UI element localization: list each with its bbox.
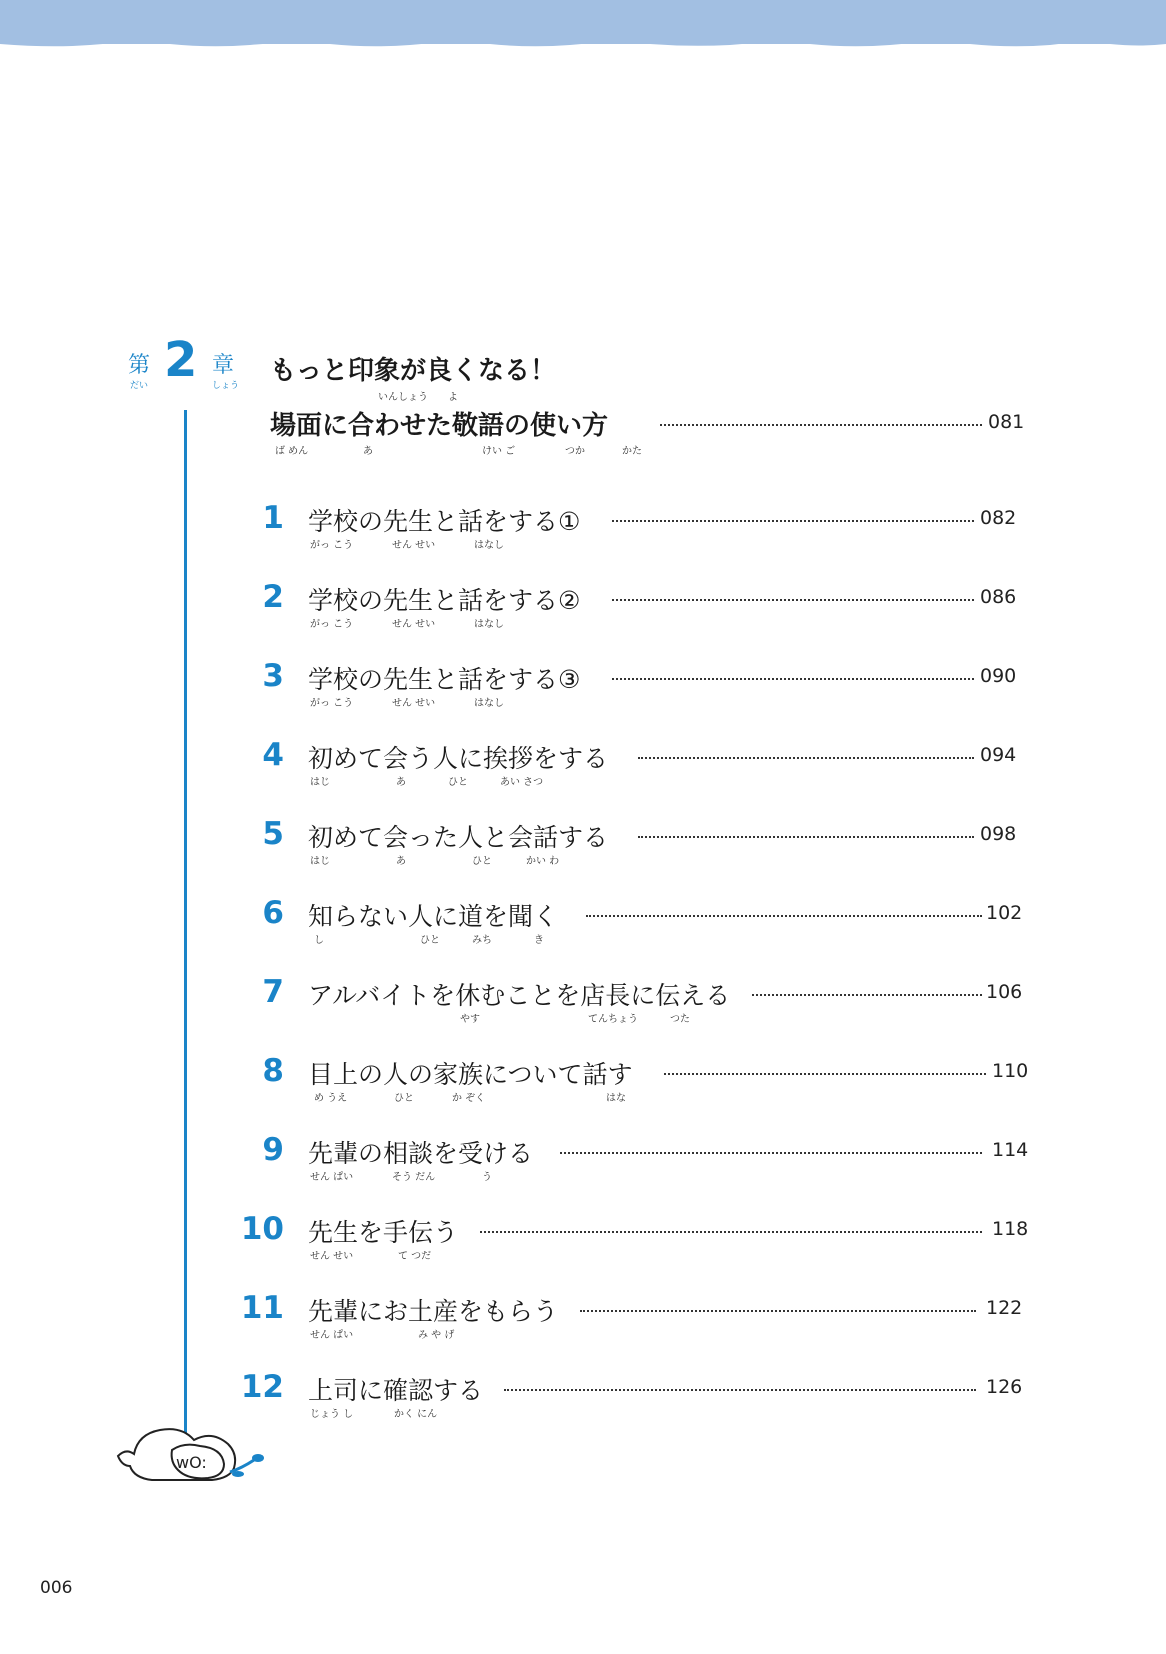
leader-dots xyxy=(664,1073,986,1075)
footer-page-number: 006 xyxy=(40,1578,73,1598)
leader-dots xyxy=(612,678,974,680)
leader-dots xyxy=(660,424,982,426)
entry-title: 初めて会う人に挨拶をする xyxy=(308,744,609,773)
entry-page: 122 xyxy=(986,1297,1023,1319)
leader-dots xyxy=(638,757,974,759)
ruby: はな xyxy=(606,1093,626,1104)
entry-number: 1 xyxy=(262,500,284,536)
ruby: みち xyxy=(472,935,492,946)
entry-title: 知らない人に道を聞く xyxy=(308,902,559,931)
entry-title: 学校の先生と話をする② xyxy=(308,586,581,615)
ruby: はじ xyxy=(310,856,330,867)
chapter-prefix-ruby: だい xyxy=(130,381,149,391)
ruby: はなし xyxy=(474,698,504,709)
entry-title: 上司に確認する xyxy=(308,1376,484,1405)
ruby: し xyxy=(314,935,324,946)
entry-title: 学校の先生と話をする① xyxy=(308,507,581,536)
ruby: き xyxy=(534,935,544,946)
ruby: そう だん xyxy=(392,1172,436,1183)
leader-dots xyxy=(504,1389,976,1391)
entry-title: 先輩の相談を受ける xyxy=(308,1139,534,1168)
entry-page: 126 xyxy=(986,1376,1023,1398)
entry-title: 先生を手伝う xyxy=(308,1218,459,1247)
entry-page: 106 xyxy=(986,981,1023,1003)
ruby: せん せい xyxy=(392,619,436,630)
entry-number: 8 xyxy=(262,1053,284,1089)
ruby: つか xyxy=(565,446,585,457)
entry-page: 102 xyxy=(986,902,1023,924)
entry-number: 4 xyxy=(262,737,284,773)
ruby: てんちょう xyxy=(588,1014,638,1025)
ruby: ひと xyxy=(448,777,468,788)
chapter-number: 2 xyxy=(164,332,198,388)
entry-page: 098 xyxy=(980,823,1017,845)
leader-dots xyxy=(580,1310,976,1312)
ruby: か ぞく xyxy=(452,1093,486,1104)
chapter-title-line2: 場面に合わせた敬語の使い方 xyxy=(270,411,609,441)
entry-title: 先輩にお土産をもらう xyxy=(308,1297,559,1326)
entry-page: 086 xyxy=(980,586,1017,608)
chapter-prefix: 第 xyxy=(128,353,151,378)
ruby: せん せい xyxy=(392,698,436,709)
ruby: ひと xyxy=(394,1093,414,1104)
entry-number: 2 xyxy=(262,579,284,615)
chapter-label xyxy=(128,332,248,398)
entry-number: 3 xyxy=(262,658,284,694)
ruby: あ xyxy=(363,446,373,457)
chapter-suffix-ruby: しょう xyxy=(212,381,240,391)
ruby: あ xyxy=(396,856,406,867)
entry-page: 114 xyxy=(992,1139,1029,1161)
seal-mascot-illustration xyxy=(112,1420,272,1500)
ruby: せん ぱい xyxy=(310,1330,354,1341)
ruby: がっ こう xyxy=(310,619,354,630)
ruby: かた xyxy=(622,446,642,457)
top-band-rough-edge xyxy=(0,38,1166,50)
entry-number: 12 xyxy=(240,1369,284,1405)
entry-number: 11 xyxy=(240,1290,284,1326)
entry-page: 118 xyxy=(992,1218,1029,1240)
ruby: がっ こう xyxy=(310,540,354,551)
ruby: がっ こう xyxy=(310,698,354,709)
ruby: じょう し xyxy=(310,1409,354,1420)
leader-dots xyxy=(612,599,974,601)
leader-dots xyxy=(638,836,974,838)
ruby: せん ぱい xyxy=(310,1172,354,1183)
entry-title: 初めて会った人と会話する xyxy=(308,823,609,852)
leader-dots xyxy=(586,915,982,917)
ruby: て つだ xyxy=(398,1251,432,1262)
leader-dots xyxy=(752,994,982,996)
entry-number: 10 xyxy=(240,1211,284,1247)
ruby: せん せい xyxy=(310,1251,354,1262)
ruby: あい さつ xyxy=(500,777,544,788)
ruby: せん せい xyxy=(392,540,436,551)
ruby: はなし xyxy=(474,619,504,630)
ruby: かい わ xyxy=(526,856,560,867)
ruby: つた xyxy=(670,1014,690,1025)
entry-title: 目上の人の家族について話す xyxy=(308,1060,633,1089)
entry-title: アルバイトを休むことを店長に伝える xyxy=(308,981,731,1010)
ruby: やす xyxy=(460,1014,480,1025)
ruby: よ xyxy=(448,392,458,403)
entry-number: 6 xyxy=(262,895,284,931)
leader-dots xyxy=(612,520,974,522)
ruby: いんしょう xyxy=(378,392,428,403)
ruby: かく にん xyxy=(394,1409,438,1420)
chapter-vertical-line xyxy=(184,410,187,1455)
chapter-suffix: 章 xyxy=(212,353,235,378)
mascot-face-text: wO: xyxy=(176,1453,207,1472)
entry-page: 082 xyxy=(980,507,1017,529)
ruby: ば めん xyxy=(275,446,309,457)
entry-page: 110 xyxy=(992,1060,1029,1082)
ruby: め うえ xyxy=(314,1093,348,1104)
leader-dots xyxy=(480,1231,982,1233)
ruby: う xyxy=(482,1172,492,1183)
ruby: ひと xyxy=(420,935,440,946)
leader-dots xyxy=(560,1152,982,1154)
ruby: み や げ xyxy=(418,1330,455,1341)
entry-number: 5 xyxy=(262,816,284,852)
ruby: けい ご xyxy=(482,446,516,457)
ruby: はじ xyxy=(310,777,330,788)
ruby: はなし xyxy=(474,540,504,551)
ruby: あ xyxy=(396,777,406,788)
chapter-title-line1: もっと印象が良くなる！ xyxy=(270,356,557,386)
entry-number: 9 xyxy=(262,1132,284,1168)
entry-title: 学校の先生と話をする③ xyxy=(308,665,581,694)
ruby: ひと xyxy=(472,856,492,867)
entry-number: 7 xyxy=(262,974,284,1010)
entry-page: 094 xyxy=(980,744,1017,766)
chapter-page: 081 xyxy=(988,411,1025,433)
entry-page: 090 xyxy=(980,665,1017,687)
